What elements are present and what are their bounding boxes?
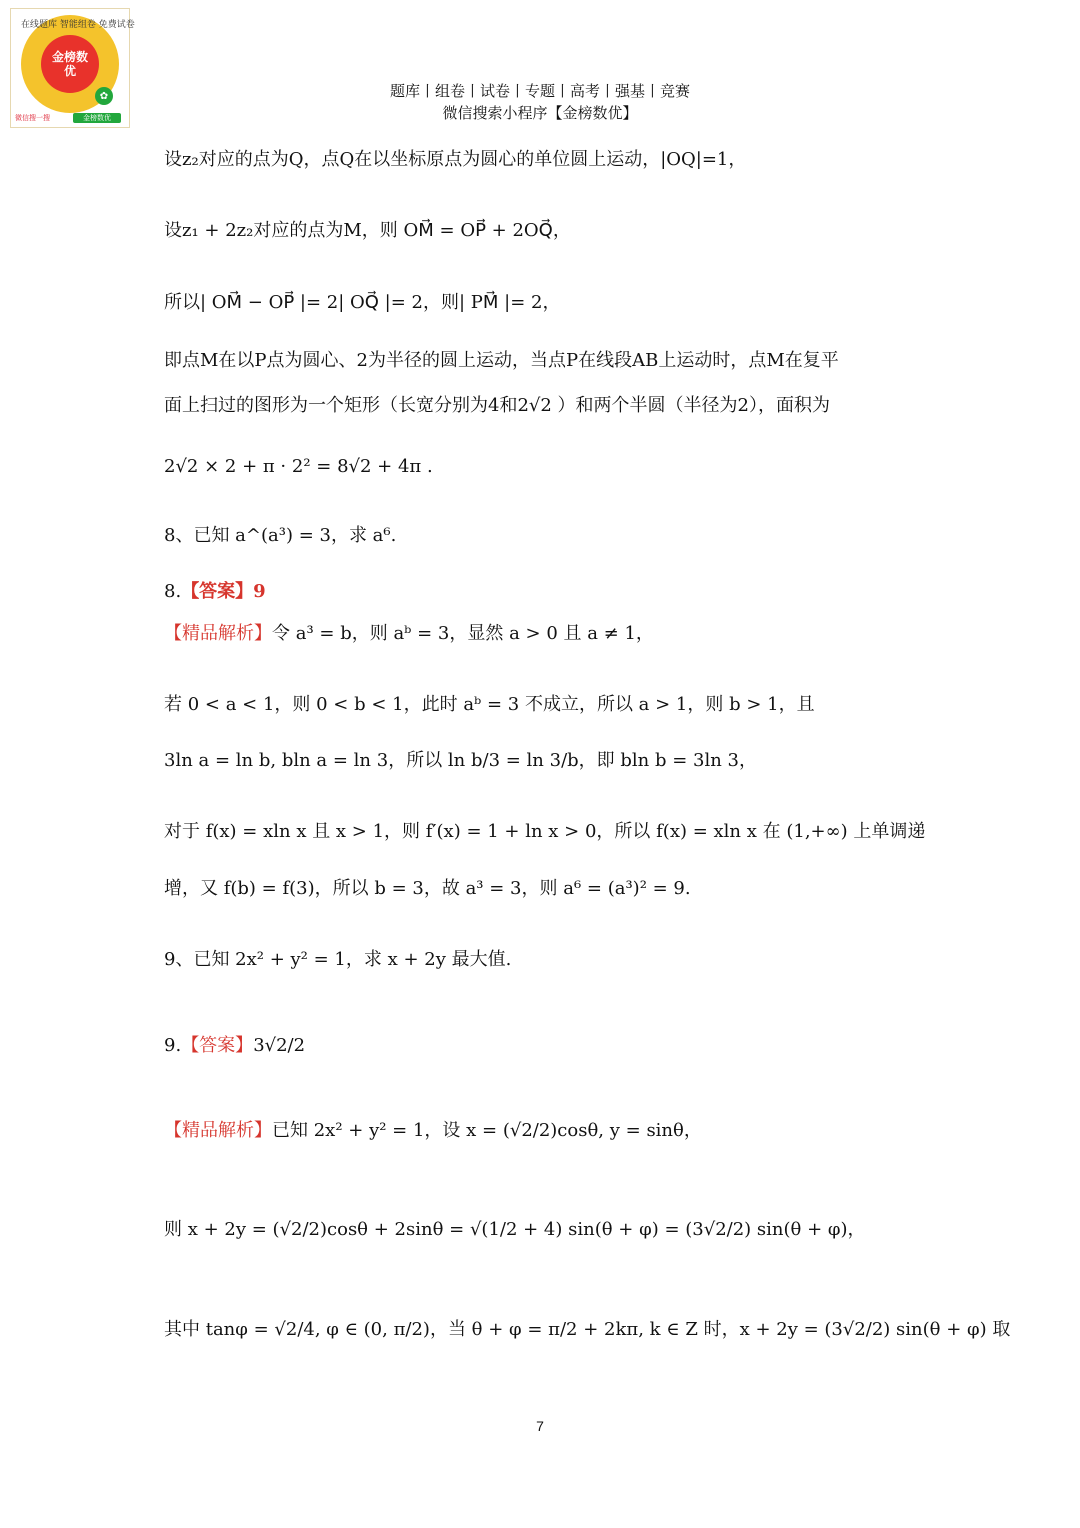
solution-tag: 【精品解析】 — [164, 1120, 272, 1141]
formula-line: 2√2 × 2 + π · 2² = 8√2 + 4π . — [164, 456, 433, 477]
mini-program-icon: ✿ — [95, 87, 113, 105]
header-subtitle: 微信搜索小程序【金榜数优】 — [442, 104, 638, 122]
answer-number: 9. — [164, 1035, 182, 1056]
question-9: 9、已知 2x² + y² = 1，求 x + 2y 最大值. — [164, 949, 512, 970]
answer-9 — [164, 1034, 924, 1058]
text-line: 若 0 < a < 1，则 0 < b < 1，此时 aᵇ = 3 不成立，所以 a > 1，则 b > 1，且 — [164, 694, 815, 715]
text-line: 面上扫过的图形为一个矩形（长宽分别为4和2√2 ）和两个半圆（半径为2），面积为 — [164, 395, 830, 416]
answer-value: 3√2/2 — [253, 1035, 306, 1056]
solution-8-line — [164, 622, 924, 646]
question-8: 8、已知 a^(a³) = 3，求 a⁶. — [164, 525, 397, 546]
text-line: 设z₁ + 2z₂对应的点为M，则 OM⃗ = OP⃗ + 2OQ⃗， — [164, 220, 571, 241]
wechat-search-label: 微信搜一搜 — [15, 114, 50, 122]
solution-9-line — [164, 1119, 924, 1143]
answer-tag: 【答案】 — [181, 1035, 254, 1056]
solution-text: 令 a³ = b，则 aᵇ = 3，显然 a > 0 且 a ≠ 1， — [272, 623, 654, 644]
text-line: 增，又 f(b) = f(3)，所以 b = 3，故 a³ = 3，则 a⁶ = (a³)² = 9. — [164, 878, 691, 899]
logo-ring-text: 在线题库 智能组卷 免费试卷 — [21, 20, 135, 30]
page-number: 7 — [536, 1418, 544, 1434]
text-line: 对于 f(x) = xln x 且 x > 1，则 f′(x) = 1 + ln x > 0，所以 f(x) = xln x 在 (1,+∞) 上单调递 — [164, 821, 926, 842]
text-line: 设z₂对应的点为Q，点Q在以坐标原点为圆心的单位圆上运动，|OQ|=1， — [164, 149, 747, 170]
solution-text: 已知 2x² + y² = 1，设 x = (√2/2)cosθ, y = sinθ， — [272, 1120, 702, 1141]
text-line: 则 x + 2y = (√2/2)cosθ + 2sinθ = √(1/2 + 4) sin(θ + φ) = (3√2/2) sin(θ + φ)， — [164, 1219, 866, 1240]
search-badge: 金榜数优 — [73, 113, 121, 123]
logo-center-text: 金榜数优 — [41, 35, 99, 93]
text-line: 即点M在以P点为圆心、2为半径的圆上运动，当点P在线段AB上运动时，点M在复平 — [164, 350, 839, 371]
text-line: 其中 tanφ = √2/4, φ ∈ (0, π/2)，当 θ + φ = π/2 + 2kπ, k ∈ Z 时，x + 2y = (3√2/2) sin(θ + φ) 取 — [164, 1319, 1011, 1340]
text-line: 3ln a = ln b, bln a = ln 3，所以 ln b/3 = ln 3/b，即 bln b = 3ln 3， — [164, 750, 757, 771]
answer-number: 8. — [164, 581, 182, 602]
text-line: 所以| OM⃗ − OP⃗ |= 2| OQ⃗ |= 2，则| PM⃗ |= 2， — [164, 292, 561, 313]
answer-tag: 【答案】9 — [181, 581, 266, 602]
answer-8 — [164, 580, 924, 604]
header-nav: 题库丨组卷丨试卷丨专题丨高考丨强基丨竞赛 — [389, 82, 690, 100]
solution-tag: 【精品解析】 — [164, 623, 272, 644]
